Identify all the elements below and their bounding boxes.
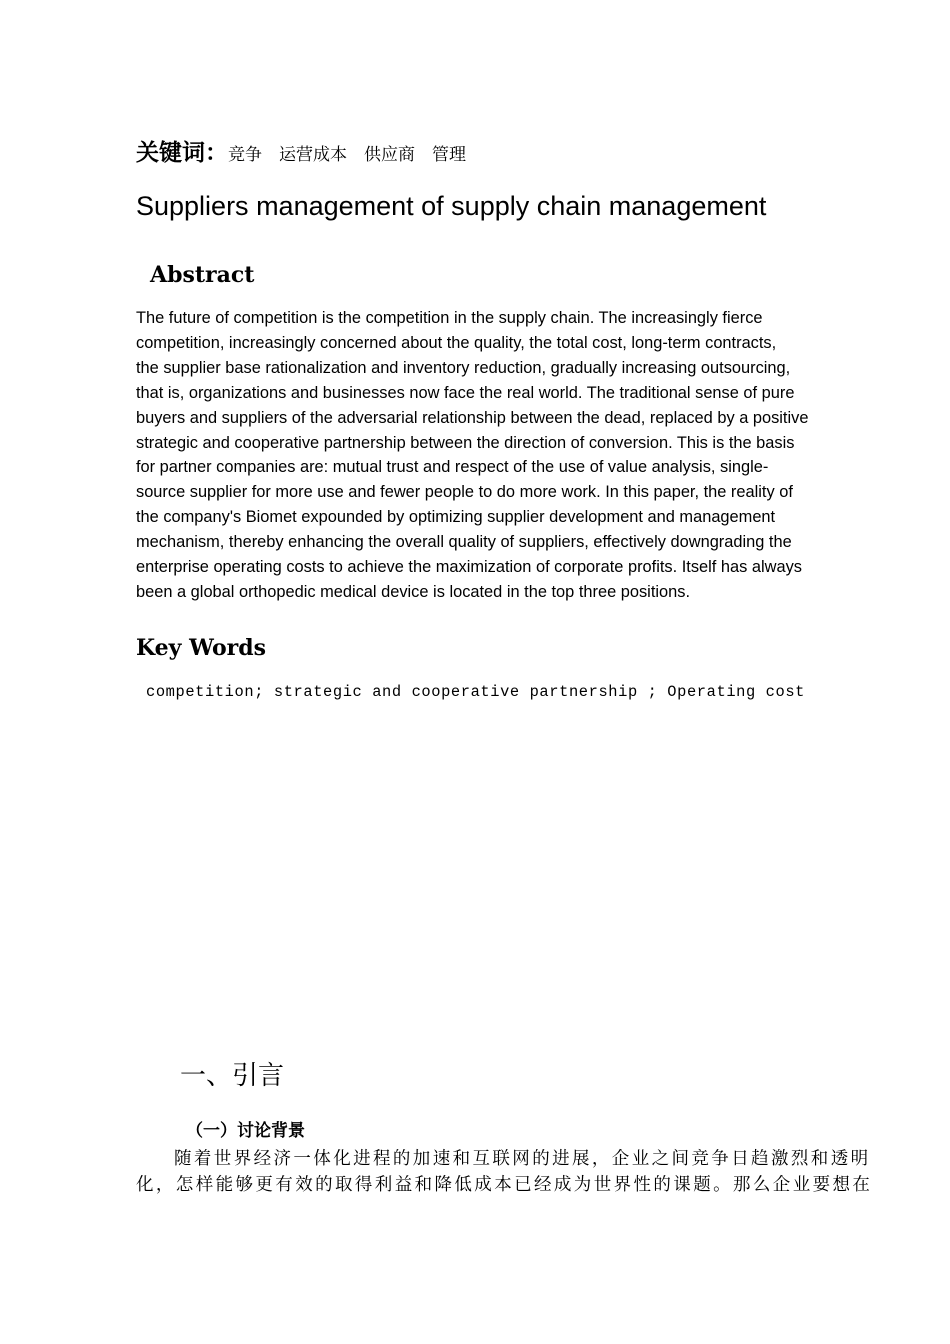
section-body	[136, 1146, 873, 1198]
body-line: 化，怎样能够更有效的取得利益和降低成本已经成为世界性的课题。那么企业要想在	[136, 1175, 873, 1195]
abstract-heading: Abstract	[150, 262, 255, 288]
chinese-keywords	[136, 134, 483, 167]
key-words-text: competition; strategic and cooperative partnership ; Operating cost	[146, 683, 806, 701]
abstract-line: competition, increasingly concerned about the quality, the total cost, long-term contracts,	[136, 333, 777, 352]
abstract-line: the supplier base rationalization and inventory reduction, gradually increasing outsourcing,	[136, 358, 791, 377]
abstract-line: strategic and cooperative partnership between the direction of conversion. This is the basis	[136, 433, 795, 452]
abstract-line: The future of competition is the competition in the supply chain. The increasingly fierce	[136, 309, 763, 327]
subsection-heading: （一）讨论背景	[186, 1121, 305, 1141]
chinese-keyword: 供应商	[364, 145, 415, 165]
abstract-line: source supplier for more use and fewer people to do more work. In this paper, the reality of	[136, 483, 793, 502]
abstract-line: that is, organizations and businesses now face the real world. The traditional sense of pure	[136, 383, 795, 402]
abstract-line: mechanism, thereby enhancing the overall quality of suppliers, effectively downgrading the	[136, 533, 792, 552]
abstract-body	[136, 306, 862, 605]
chinese-keyword: 管理	[432, 145, 466, 165]
chinese-keyword: 运营成本	[279, 145, 347, 165]
section-heading: 一、引言	[180, 1061, 285, 1091]
chinese-keyword: 竞争	[228, 145, 262, 165]
abstract-line: been a global orthopedic medical device is located in the top three positions.	[136, 582, 690, 601]
chinese-keywords-label: 关键词：	[136, 140, 228, 166]
abstract-line: the company's Biomet expounded by optimizing supplier development and management	[136, 508, 776, 527]
key-words-heading: Key Words	[136, 635, 267, 661]
abstract-line: for partner companies are: mutual trust and respect of the use of value analysis, single-	[136, 458, 769, 477]
body-line: 随着世界经济一体化进程的加速和互联网的进展，企业之间竞争日趋激烈和透明	[174, 1149, 871, 1169]
abstract-line: buyers and suppliers of the adversarial relationship between the dead, replaced by a positive	[136, 408, 809, 427]
abstract-line: enterprise operating costs to achieve the maximization of corporate profits. Itself has always	[136, 558, 802, 577]
english-title: Suppliers management of supply chain management	[136, 191, 767, 221]
